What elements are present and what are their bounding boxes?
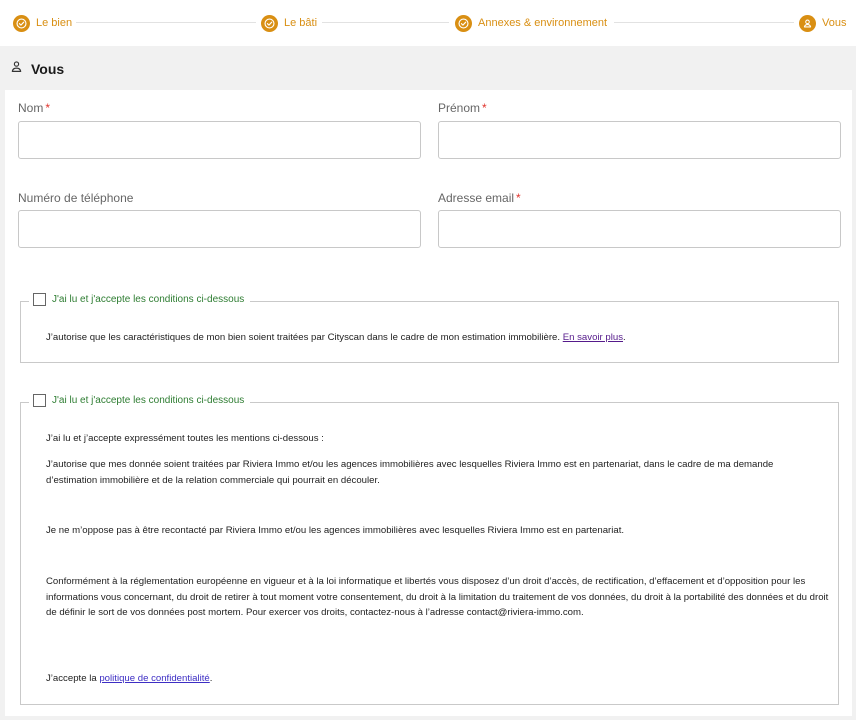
- nom-input[interactable]: [18, 121, 421, 159]
- consent-paragraph-3: Je ne m’oppose pas à être recontacté par Riviera Immo et/ou les agences immobilières avec lesquelles Riviera Immo est en partenariat.: [46, 525, 625, 536]
- step-vous[interactable]: [799, 13, 846, 33]
- step-connector: [322, 22, 449, 23]
- telephone-label: [18, 191, 133, 205]
- cityscan-consent-body: J’autorise que les caractéristiques de mon bien soient traitées par Cityscan dans le cadre de mon estimation immobilière.: [46, 332, 561, 343]
- check-circle-icon: [455, 15, 472, 32]
- step-label: Le bâti: [284, 17, 318, 29]
- person-icon: [10, 60, 23, 78]
- cityscan-consent-label[interactable]: J'ai lu et j'accepte les conditions ci-dessous: [52, 294, 245, 305]
- person-icon: [799, 15, 816, 32]
- step-connector: [76, 22, 256, 23]
- content-area: [0, 46, 856, 720]
- punctuation: .: [209, 673, 213, 684]
- cityscan-consent-box: [20, 294, 839, 363]
- progress-stepper: [0, 0, 856, 46]
- en-savoir-plus-link[interactable]: En savoir plus: [562, 332, 623, 343]
- section-header: [10, 60, 64, 78]
- prenom-label-text: Prénom: [438, 101, 481, 115]
- riviera-consent-box: [20, 395, 839, 705]
- cityscan-consent-legend: [29, 293, 250, 306]
- consent-paragraph-4: Conformément à la réglementation européenne en vigueur et à la loi informatique et libertés vous disposez d’un droit d’accès, de rectification, d’effacement et d’opposition pour les informations vous concernant, du droit de retirer à tout moment votre consentement, du droit à la limitation du traitement de vos données, du droit à la portabilité des données et du droit de définir le sort de vos données post mortem. Pour exercer vos droits, contactez-nous à l’adresse contact@riviera-immo.com.: [46, 576, 829, 618]
- punctuation: .: [623, 332, 626, 343]
- riviera-consent-checkbox[interactable]: [33, 394, 46, 407]
- required-mark: *: [45, 101, 51, 115]
- required-mark: *: [516, 191, 521, 205]
- email-label: [438, 191, 521, 205]
- privacy-prefix: J’accepte la: [46, 673, 97, 684]
- nom-label-text: Nom: [18, 101, 44, 115]
- prenom-label: [438, 101, 487, 115]
- riviera-consent-legend: [29, 394, 250, 407]
- step-le-bien[interactable]: [13, 13, 72, 33]
- telephone-label-text: Numéro de téléphone: [18, 191, 134, 205]
- step-label: Le bien: [36, 17, 73, 29]
- privacy-policy-link[interactable]: politique de confidentialité: [99, 673, 210, 684]
- cityscan-consent-checkbox[interactable]: [33, 293, 46, 306]
- riviera-consent-label[interactable]: J'ai lu et j'accepte les conditions ci-dessous: [52, 395, 245, 406]
- required-mark: *: [482, 101, 487, 115]
- check-circle-icon: [261, 15, 278, 32]
- step-label: Vous: [822, 17, 847, 29]
- step-annexes-environnement[interactable]: [455, 13, 607, 33]
- cityscan-consent-text: [46, 330, 826, 346]
- consent-paragraph-1: J’ai lu et j’accepte expressément toutes les mentions ci-dessous :: [46, 433, 324, 444]
- form-card: [5, 90, 852, 716]
- step-le-bati[interactable]: [261, 13, 317, 33]
- consent-paragraph-5: [46, 671, 826, 687]
- step-connector: [614, 22, 794, 23]
- prenom-input[interactable]: [438, 121, 841, 159]
- check-circle-icon: [13, 15, 30, 32]
- telephone-input[interactable]: [18, 210, 421, 248]
- section-title: Vous: [31, 61, 65, 77]
- email-label-text: Adresse email: [438, 191, 515, 205]
- step-label: Annexes & environnement: [478, 17, 608, 29]
- consent-paragraph-2: J’autorise que mes donnée soient traitées par Riviera Immo et/ou les agences immobilières avec lesquelles Riviera Immo est en partenariat, dans le cadre de ma demande d’estimation immobilière et de la relation commerciale qui pourrait en découler.: [46, 459, 774, 486]
- nom-label: [18, 101, 50, 115]
- email-input[interactable]: [438, 210, 841, 248]
